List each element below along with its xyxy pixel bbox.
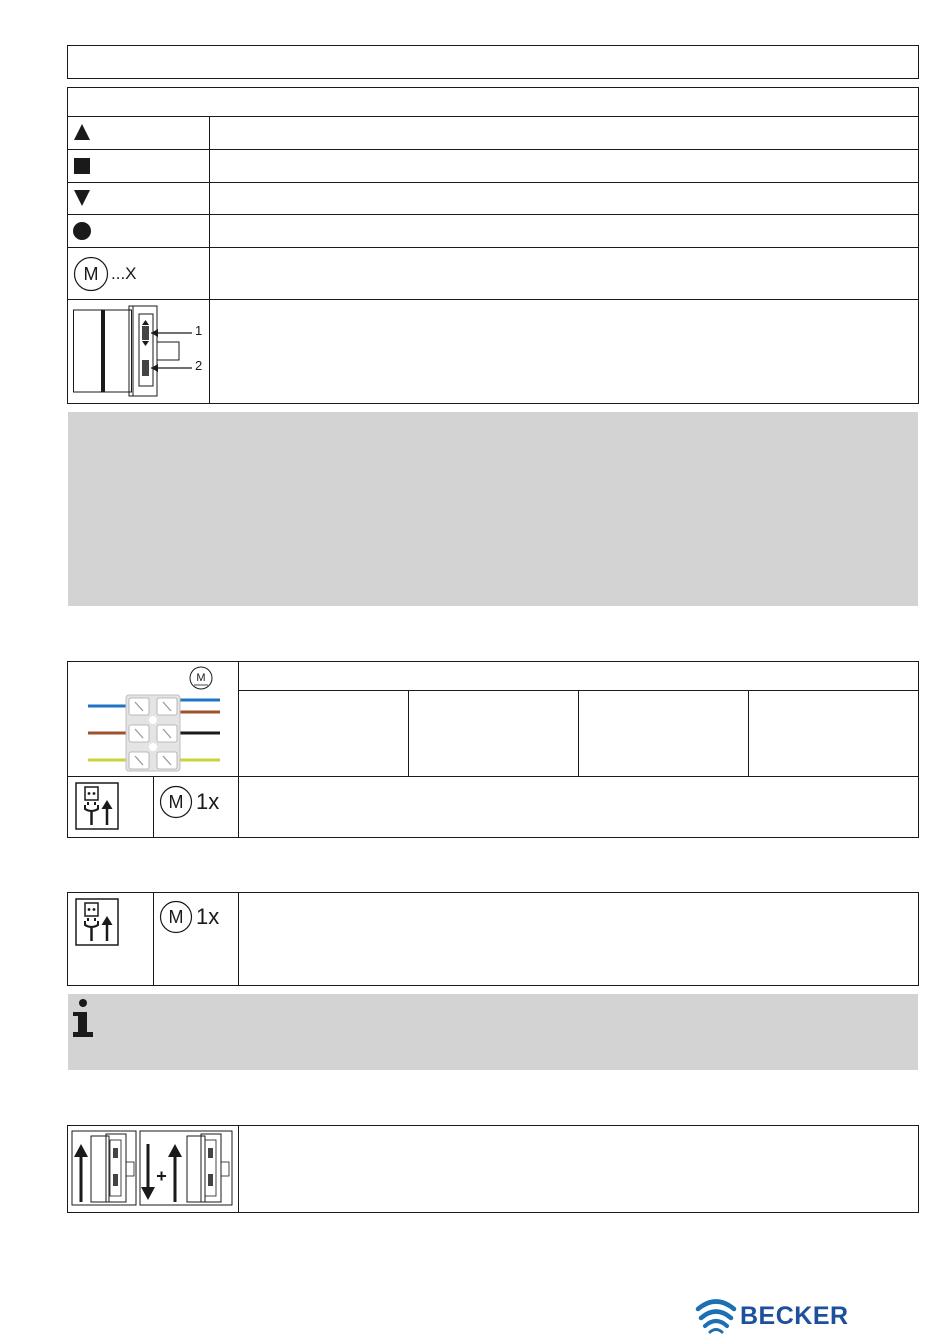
switch-marker-2: 2	[195, 358, 203, 373]
power-table	[67, 892, 919, 986]
switch-diagram-icon	[72, 302, 207, 402]
switch-marker-1: 1	[195, 323, 203, 338]
symbol-row-circle	[68, 215, 918, 248]
symbol-row-stop	[68, 150, 918, 183]
symbol-row-motor	[68, 248, 918, 300]
title-bar	[67, 45, 919, 79]
reset-divider	[238, 1126, 239, 1212]
symbol-row-up	[68, 117, 918, 150]
power-divider-2	[238, 893, 239, 985]
info-box	[68, 994, 918, 1070]
reset-table	[67, 1125, 919, 1213]
info-icon	[71, 998, 95, 1040]
wiring-table	[67, 661, 919, 838]
wiring-icon-divider	[153, 777, 154, 837]
filled-circle-icon	[72, 221, 92, 241]
becker-brand-name: BECKER	[740, 1302, 849, 1330]
wiring-row-line	[68, 776, 918, 777]
wiring-col-divider-2	[578, 691, 579, 776]
terminal-block-diagram	[84, 664, 234, 774]
square-stop-icon	[73, 157, 91, 175]
switch-up-sequence-icon	[71, 1130, 137, 1206]
wiring-col-divider-3	[748, 691, 749, 776]
motor-suffix: ...X	[111, 264, 137, 283]
power-motor-count: 1x	[196, 904, 220, 929]
symbol-row-switch	[68, 300, 918, 403]
triangle-up-icon	[73, 123, 91, 141]
power-plug-up-icon	[75, 782, 119, 830]
becker-wave-logo-icon	[695, 1297, 737, 1335]
wiring-motor-count: 1x	[196, 789, 220, 814]
switch-down-up-sequence-icon	[139, 1130, 233, 1206]
symbol-row-down	[68, 183, 918, 215]
wiring-image-divider	[238, 662, 239, 837]
triangle-down-icon	[73, 189, 91, 207]
wiring-col-divider-1	[408, 691, 409, 776]
symbols-table	[67, 87, 919, 404]
terminal-motor-label: M	[196, 672, 206, 684]
motor-label: M	[83, 264, 99, 284]
power-motor-label: M	[168, 907, 184, 927]
notice-box	[68, 412, 918, 606]
symbols-table-header	[68, 88, 918, 117]
power-plug-up-icon	[75, 898, 119, 946]
wiring-motor-label: M	[168, 792, 184, 812]
power-divider-1	[153, 893, 154, 985]
